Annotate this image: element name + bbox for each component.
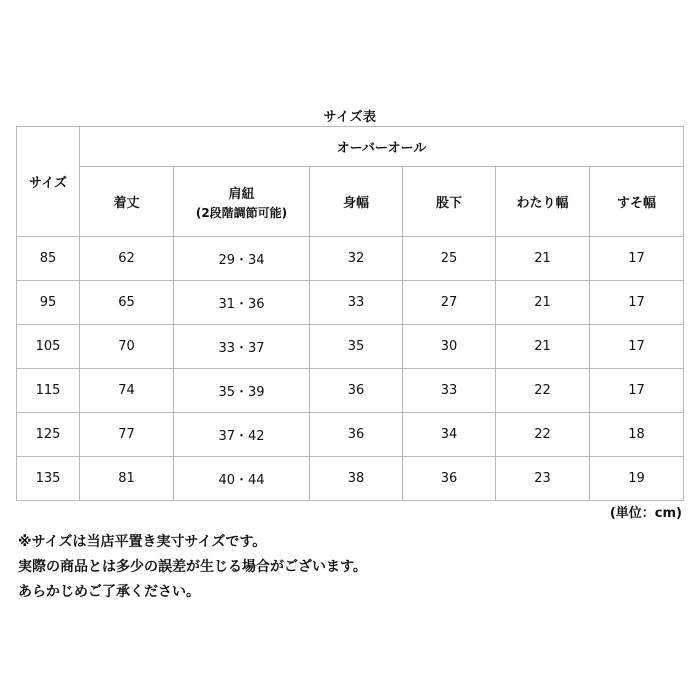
table-cell: 74 [80,369,174,413]
table-cell: 27 [403,281,496,325]
table-cell: 21 [496,237,590,281]
note-line: ※サイズは当店平置き実寸サイズです。 [18,534,267,550]
table-cell: 17 [590,369,684,413]
table-cell: 22 [496,369,590,413]
table-cell: 17 [590,281,684,325]
size-table [16,126,684,501]
table-cell: 77 [80,413,174,457]
table-cell: 36 [310,413,403,457]
page-title: サイズ表 [323,110,377,125]
unit-label: (単位：cm) [609,506,682,521]
table-cell: 22 [496,413,590,457]
table-cell: 23 [496,457,590,501]
table-cell: 35・39 [174,369,310,413]
table-cell: 81 [80,457,174,501]
size-column-header: サイズ [17,127,80,237]
size-cell: 125 [17,413,80,457]
table-cell: 33・37 [174,325,310,369]
table-cell: 70 [80,325,174,369]
size-cell: 135 [17,457,80,501]
note-line: あらかじめご了承ください。 [18,584,200,600]
table-cell: 36 [403,457,496,501]
table-cell: 33 [310,281,403,325]
table-cell: 21 [496,281,590,325]
table-cell: 17 [590,237,684,281]
table-row [17,369,684,413]
size-cell: 95 [17,281,80,325]
table-cell: 25 [403,237,496,281]
table-cell: 40・44 [174,457,310,501]
table-row [17,325,684,369]
table-row [17,413,684,457]
table-row [17,237,684,281]
column-header-hem: すそ幅 [590,167,684,237]
column-header-strap-note: (2段階調節可能) [195,205,288,220]
column-header-strap: 肩紐 (2段階調節可能) [174,167,310,237]
table-cell: 30 [403,325,496,369]
table-cell: 38 [310,457,403,501]
table-cell: 18 [590,413,684,457]
column-header-thigh: わたり幅 [496,167,590,237]
table-cell: 17 [590,325,684,369]
table-cell: 37・42 [174,413,310,457]
table-row [17,281,684,325]
size-cell: 115 [17,369,80,413]
table-cell: 31・36 [174,281,310,325]
table-cell: 62 [80,237,174,281]
table-cell: 32 [310,237,403,281]
size-cell: 85 [17,237,80,281]
size-cell: 105 [17,325,80,369]
table-cell: 19 [590,457,684,501]
table-cell: 29・34 [174,237,310,281]
table-cell: 33 [403,369,496,413]
column-header-length: 着丈 [80,167,174,237]
table-cell: 36 [310,369,403,413]
overall-group-header: オーバーオール [80,127,684,167]
table-cell: 65 [80,281,174,325]
table-row [17,457,684,501]
note-line: 実際の商品とは多少の誤差が生じる場合がございます。 [18,559,367,575]
table-cell: 35 [310,325,403,369]
column-header-inseam: 股下 [403,167,496,237]
table-cell: 34 [403,413,496,457]
notes [18,530,367,605]
column-header-width: 身幅 [310,167,403,237]
table-cell: 21 [496,325,590,369]
